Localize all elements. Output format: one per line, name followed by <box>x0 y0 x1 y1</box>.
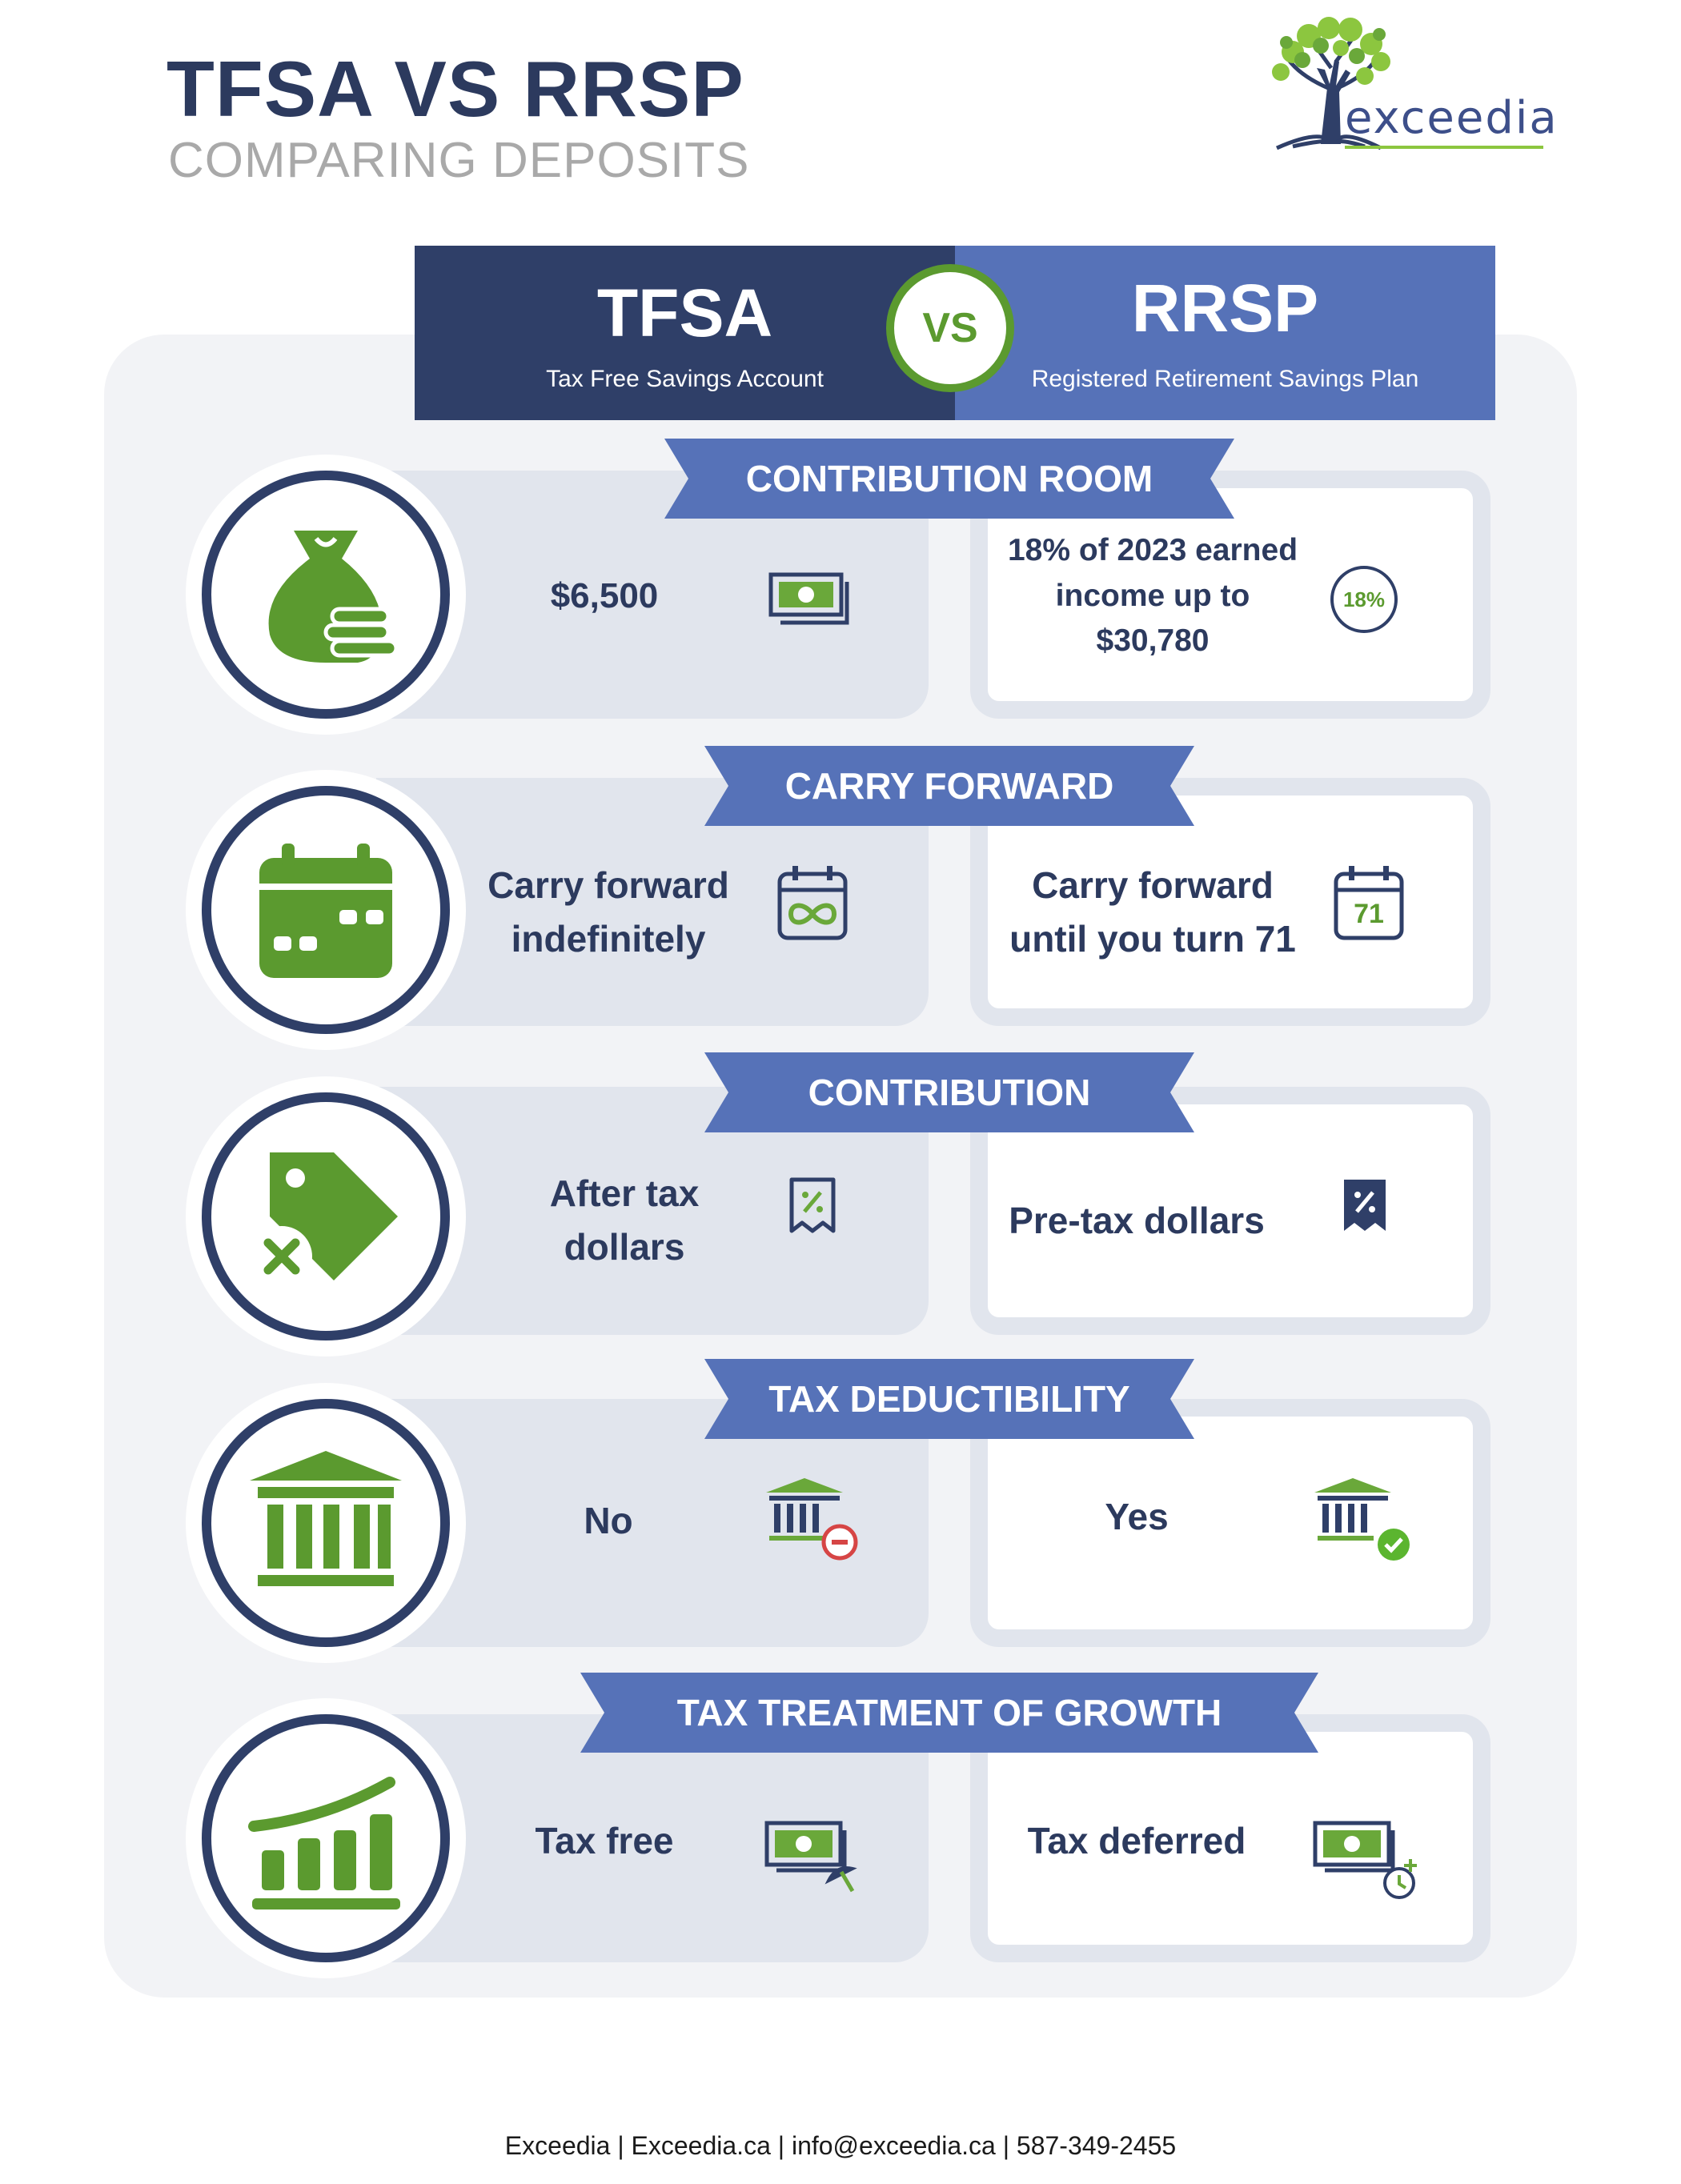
tfsa-contribution-value: After tax dollars <box>549 1172 700 1268</box>
cash-umbrella-icon <box>764 1821 861 1897</box>
vs-badge: VS <box>886 264 1014 392</box>
tfsa-full-name: Tax Free Savings Account <box>546 366 824 392</box>
rrsp-contribution-value: Pre-tax dollars <box>1009 1199 1265 1241</box>
row-icon-ring <box>202 786 450 1034</box>
row-title-carry-forward: CARRY FORWARD <box>784 765 1114 807</box>
row-icon-circle <box>186 1383 466 1663</box>
bank-icon <box>242 1447 410 1599</box>
row-icon-circle <box>186 1698 466 1978</box>
tfsa-tax-deductibility-value: No <box>584 1499 633 1541</box>
row-title-contribution-room: CONTRIBUTION ROOM <box>745 458 1153 499</box>
bank-minus-icon <box>764 1477 861 1565</box>
percent-circle-icon: 18% <box>1330 566 1398 633</box>
bank-check-icon <box>1313 1477 1413 1565</box>
rrsp-header <box>955 246 1495 420</box>
calendar-71-icon <box>1333 864 1405 941</box>
row-icon-ring <box>202 1714 450 1962</box>
tfsa-growth-value: Tax free <box>535 1819 674 1861</box>
rrsp-contribution-room-value: 18% of 2023 earned income up to $30,780 <box>1007 533 1298 659</box>
receipt-percent-filled-icon <box>1341 1176 1389 1234</box>
growth-chart-icon <box>246 1762 406 1914</box>
rrsp-tax-deductibility-value: Yes <box>1105 1495 1169 1537</box>
rrsp-name: RRSP <box>1131 270 1319 346</box>
rrsp-full-name: Registered Retirement Savings Plan <box>1031 366 1419 392</box>
tfsa-contribution-room-value: $6,500 <box>550 576 659 616</box>
row-icon-circle <box>186 1076 466 1356</box>
row-title-contribution: CONTRIBUTION <box>808 1072 1091 1113</box>
cash-clock-icon <box>1313 1821 1417 1901</box>
row-icon-ring <box>202 471 450 719</box>
page-subtitle: COMPARING DEPOSITS <box>168 133 750 188</box>
price-tag-x-icon <box>246 1136 406 1296</box>
logo-underline <box>1345 146 1543 149</box>
page-title: TFSA VS RRSP <box>166 45 744 133</box>
money-bag-icon <box>246 515 406 675</box>
cash-icon <box>768 572 853 628</box>
row-title-tax-treatment-of-growth: TAX TREATMENT OF GROWTH <box>676 1692 1222 1733</box>
row-icon-ring <box>202 1092 450 1340</box>
tfsa-carry-forward-value: Carry forward indefinitely <box>487 864 729 960</box>
calendar-71-label: 71 <box>1354 898 1384 929</box>
row-icon-circle <box>186 770 466 1050</box>
row-icon-ring <box>202 1399 450 1647</box>
logo-wordmark: exceedia <box>1345 92 1559 144</box>
receipt-percent-outline-icon <box>788 1176 836 1234</box>
rrsp-growth-value: Tax deferred <box>1027 1819 1246 1861</box>
calendar-icon <box>250 834 402 986</box>
rrsp-carry-forward-value: Carry forward until you turn 71 <box>1009 864 1296 960</box>
footer-contact: Exceedia | Exceedia.ca | info@exceedia.ca | 587-349-2455 <box>504 2131 1177 2160</box>
row-title-tax-deductibility: TAX DEDUCTIBILITY <box>768 1378 1130 1420</box>
row-icon-circle <box>186 455 466 735</box>
tfsa-header <box>415 246 955 420</box>
tfsa-name: TFSA <box>596 275 773 351</box>
calendar-infinity-icon <box>776 864 849 941</box>
